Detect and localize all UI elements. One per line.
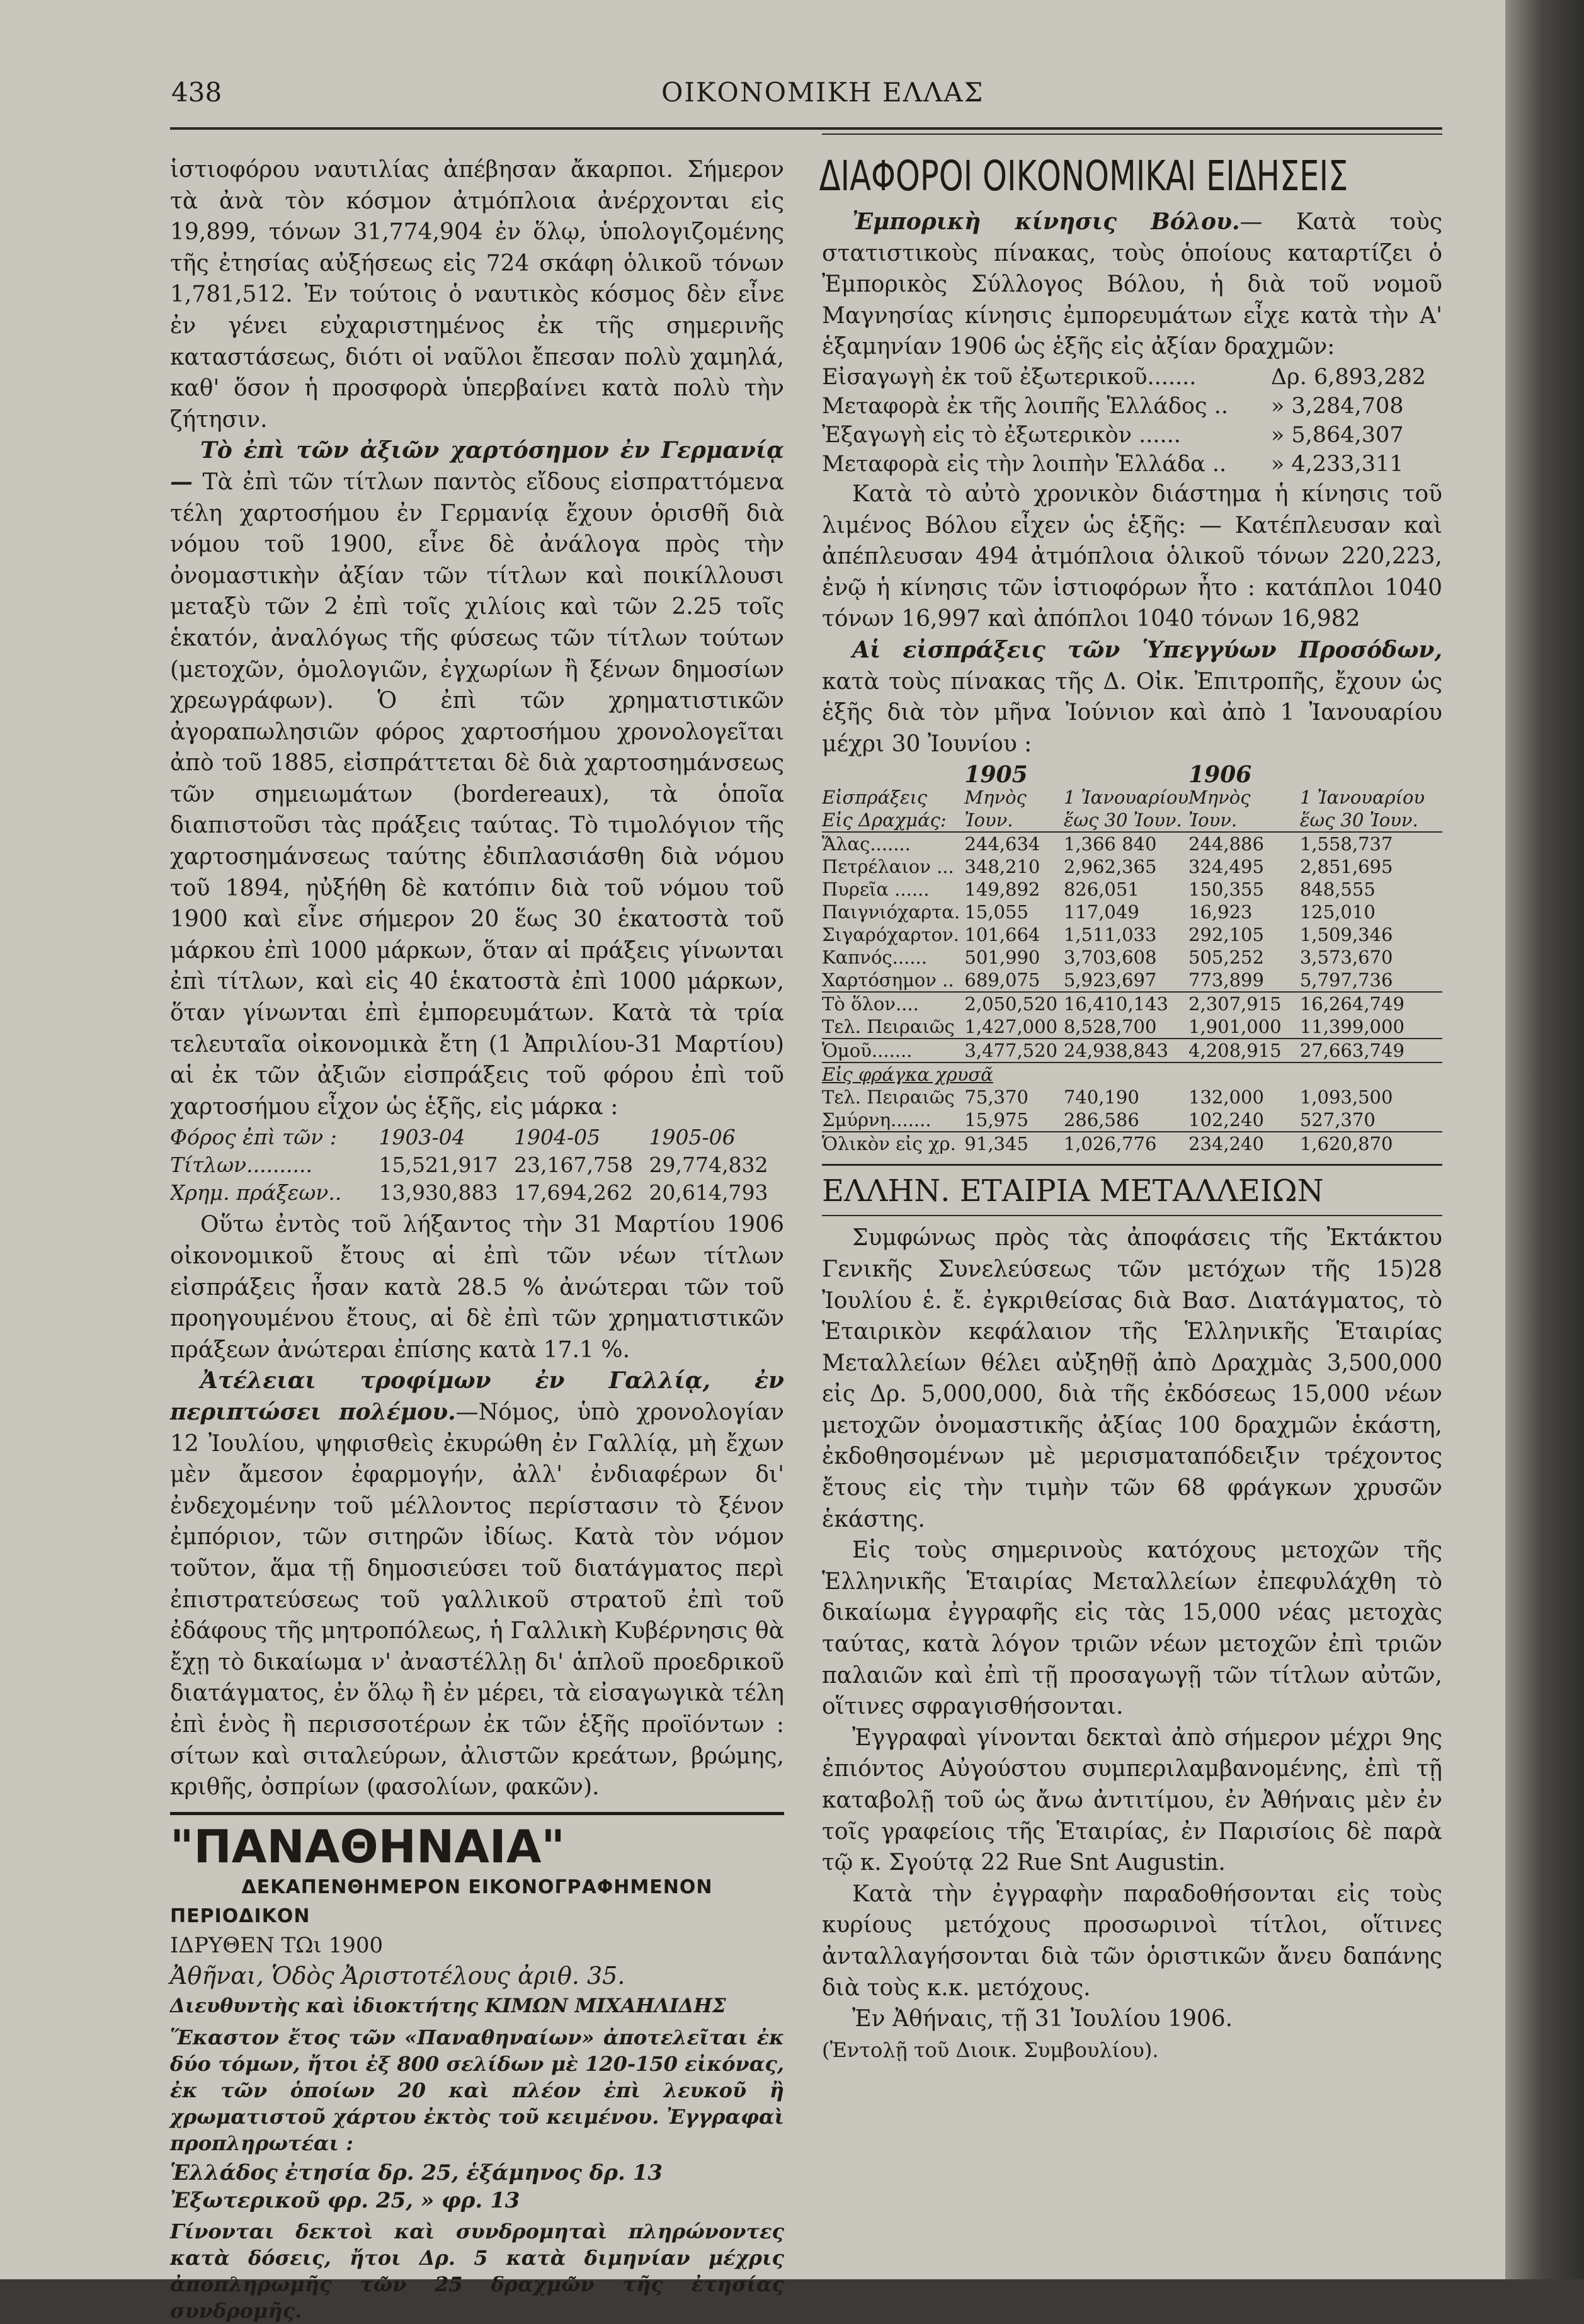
table-cell: 149,892 — [964, 879, 1040, 901]
table-cell: » 4,233,311 — [1270, 451, 1404, 477]
table-cell: Δρ. 6,893,282 — [1270, 364, 1427, 390]
table-row — [170, 1151, 784, 1179]
table-cell: 11,399,000 — [1299, 1016, 1405, 1038]
table-cell: 23,167,758 — [514, 1153, 633, 1178]
table-cell: 1,901,000 — [1188, 1016, 1282, 1038]
table-cell: 3,477,520 — [964, 1040, 1058, 1062]
table-row — [822, 450, 1442, 479]
paragraph-france-war — [170, 1365, 784, 1803]
table-header: Εἰς Δραχμάς: — [822, 809, 964, 832]
table-cell: Τίτλων.......... — [170, 1153, 312, 1178]
ad-price-greece: Ἑλλάδος ἐτησία δρ. 25, ἑξάμηνος δρ. 13 — [170, 2160, 663, 2185]
table-cell: 773,899 — [1188, 969, 1264, 991]
table-cell: 27,663,749 — [1299, 1040, 1405, 1062]
stamp-tax-table — [170, 1124, 784, 1207]
text-volos-trade: — Κατὰ τοὺς στατιστικοὺς πίνακας, τοὺς ὁποίους καταρτίζει ὁ Ἐμπορικὸς Σύλλογος Βόλου, ἡ διὰ τοῦ νομοῦ Μαγνησίας κίνησις ἐμπορευμάτων εἶχε κατὰ τὴν Α' ἑξαμηνίαν 1906 ὡς ἑξῆς εἰς ἀξίαν δραχμῶν: — [822, 209, 1442, 360]
table-cell: Ὁμοῦ....... — [822, 1040, 913, 1062]
paragraph-mining-3: Ἐγγραφαὶ γίνονται δεκταὶ ἀπὸ σήμερον μέχρι 9ης ἐπιόντος Αὐγούστου συμπεριλαμβανομένης, ἐπὶ τῇ καταβολῇ τοῦ ὡς ἄνω ἀντιτίμου, ἐν Ἀθήναις μὲν ἐν τοῖς γραφείοις τῆς Ἑταιρίας, ἐν Παρισίοις δὲ παρὰ τῷ κ. Σγούτᾳ 22 Rue Snt Augustin. — [822, 1724, 1442, 1876]
table-cell: 527,370 — [1299, 1109, 1376, 1131]
table-header: Εἰσπράξεις — [822, 787, 928, 809]
section-title-economic-news: ΔΙΑΦΟΡΟΙ ΟΙΚΟΝΟΜΙΚΑΙ ΕΙΔΗΣΕΙΣ — [819, 152, 1348, 200]
panathinaia-ad — [170, 1820, 784, 2324]
table-cell: 244,634 — [964, 833, 1040, 855]
table-cell: Σμύρνη....... — [822, 1109, 932, 1131]
table-header: 1904-05 — [514, 1125, 601, 1150]
table-cell: 505,252 — [1188, 947, 1264, 969]
table-cell: 1,427,000 — [964, 1016, 1058, 1038]
table-row — [822, 1015, 1442, 1039]
table-header: Μηνὸς — [964, 787, 1027, 809]
table-header: 1 Ἰανουαρίου — [1299, 787, 1425, 809]
running-title: ΟΙΚΟΝΟΜΙΚΗ ΕΛΛΑΣ — [661, 77, 984, 108]
table-cell: Τελ. Πειραιῶς — [822, 1086, 955, 1108]
table-header: 1903-04 — [379, 1125, 465, 1150]
table-row — [822, 923, 1442, 946]
ad-address: Ἀθῆναι, Ὁδὸς Ἀριστοτέλους ἀριθ. 35. — [170, 1961, 625, 1990]
left-column — [170, 154, 784, 2324]
header-rule — [170, 127, 1442, 130]
paragraph-mining-2: Εἰς τοὺς σημερινοὺς κατόχους μετοχῶν τῆς Ἑλληνικῆς Ἑταιρίας Μεταλλείων ἐπεφυλάχθη τὸ δικαίωμα ἐγγραφῆς εἰς τὰς 15,000 νέας μετοχὰς ταύτας, κατὰ λόγον τριῶν νέων μετοχῶν ἐπὶ τριῶν παλαιῶν καὶ ἐπὶ τῇ προσαγωγῇ τῶν τίτλων αὐτῶν, οἵτινες σφραγισθήσονται. — [822, 1537, 1442, 1720]
table-cell: Ἅλας....... — [822, 833, 911, 855]
table-cell: 8,528,700 — [1063, 1016, 1157, 1038]
table-cell: 150,355 — [1188, 879, 1264, 901]
text-france-war: —Νόμος, ὑπὸ χρονολογίαν 12 Ἰουλίου, ψηφισθεὶς ἐκυρώθη ἐν Γαλλίᾳ, μὴ ἔχων μὲν ἄμεσον ἐφαρμογήν, ἀλλ' ἐνδιαφέρων δι' ἐνδεχομένην τοῦ μέλλοντος περίστασιν τὸ ξένον ἐμπόριον, τῶν σιτηρῶν ἰδίως. Κατὰ τὸν νόμον τοῦτον, ἅμα τῇ δημοσιεύσει τοῦ διατάγματος περὶ ἐπιστρατεύσεως τοῦ γαλλικοῦ στρατοῦ ἐπὶ τοῦ ἐδάφους τῆς μητροπόλεως, ἡ Γαλλικὴ Κυβέρνησις θὰ ἔχῃ τὸ δικαίωμα ν' ἀναστέλλῃ δι' ἁπλοῦ προεδρικοῦ διατάγματος, ἐν ὅλῳ ἢ ἐν μέρει, τὰ εἰσαγωγικὰ τέλη ἐπὶ ἑνὸς ἢ περισσοτέρων ἐκ τῶν ἑξῆς προϊόντων : σίτων καὶ σιταλεύρων, ἀλιστῶν κρεάτων, βρώμης, κριθῆς, ὀσπρίων (φασολίων, φακῶν). — [170, 1399, 785, 1801]
table-header: Ἰουν. — [1188, 809, 1300, 832]
ad-director: Διευθυντὴς καὶ ἰδιοκτήτης ΚΙΜΩΝ ΜΙΧΑΗΛΙΔΗΣ — [170, 1994, 726, 2017]
table-cell: 501,990 — [964, 947, 1040, 969]
table-cell: 2,307,915 — [1188, 993, 1282, 1015]
table-header: 1 Ἰανουαρίου — [1063, 787, 1189, 809]
signature-authority: (Ἐντολῇ τοῦ Διοικ. Συμβουλίου). — [822, 2037, 1159, 2062]
table-header: ἕως 30 Ἰουν. — [1300, 809, 1442, 832]
table-cell: Τὸ ὅλον.... — [822, 993, 919, 1015]
paragraph-revenues — [822, 635, 1442, 760]
ad-title: "ΠΑΝΑΘΗΝΑΙΑ" — [170, 1820, 565, 1873]
table-cell: Ὁλικὸν εἰς χρ. — [822, 1133, 956, 1155]
table-row — [822, 855, 1442, 878]
table-cell: 24,938,843 — [1063, 1040, 1168, 1062]
table-row — [170, 1179, 784, 1207]
table-cell: 234,240 — [1188, 1133, 1264, 1155]
table-row-sum — [822, 1039, 1442, 1062]
table-cell: 292,105 — [1188, 924, 1264, 946]
text-germany-stamp: Τὰ ἐπὶ τῶν τίτλων παντὸς εἴδους εἰσπραττόμενα τέλη χαρτοσήμου ἐν Γερμανίᾳ ἔχουν ὁρισθῆ διὰ νόμου τοῦ 1900, εἶνε δὲ ἀνάλογα πρὸς τὴν ὀνομαστικὴν ἀξίαν τῶν τίτλων καὶ ποικίλλουσι μεταξὺ τῶν 2 ἐπὶ τοῖς χιλίοις καὶ τῶν 2.25 τοῖς ἑκατόν, ἀναλόγως τῆς φύσεως τῶν τίτλων τούτων (μετοχῶν, ὁμολογιῶν, ἐγχωρίων ἢ ξένων δημοσίων χρεωγράφων). Ὁ ἐπὶ τῶν χρηματιστικῶν ἀγοραπωλησιῶν φόρος χαρτοσήμου χρονολογεῖται ἀπὸ τοῦ 1885, εἰσπράττεται δὲ διὰ χαρτοσημάνσεως τῶν σημειωμάτων (bordereaux), τὰ ὁποῖα διαπιστοῦσι τὰς πράξεις ταύτας. Τὸ τιμολόγιον τῆς χαρτοσημάνσεως ταύτης ἐδιπλασιάσθη διὰ νόμου τοῦ 1894, ηὐξήθη δὲ κατόπιν διὰ τοῦ νόμου τοῦ 1900 καὶ εἶνε σήμερον 20 ἕως 30 ἑκατοστὰ τοῦ μάρκου ἐπὶ 1000 μάρκων, ὅταν αἱ πράξεις γίνωνται ἐπὶ τίτλων, καὶ εἰς 40 ἑκατοστὰ ἐπὶ 1000 μάρκων, ὅταν γίνωνται ἐπὶ ἐμπορευμάτων. Κατὰ τὰ τρία τελευταῖα οἰκονομικὰ ἔτη (1 Ἀπριλίου-31 Μαρτίου) αἱ ἐκ τῶν ἀξιῶν εἰσπράξεις τοῦ φόρου ἐπὶ τοῦ χαρτοσήμου εἶχον ὡς ἑξῆς, εἰς μάρκα : — [170, 469, 784, 1120]
table-cell: 102,240 — [1188, 1109, 1264, 1131]
table-cell: 91,345 — [964, 1133, 1028, 1155]
table-row-total — [822, 992, 1442, 1015]
table-cell: 5,923,697 — [1063, 969, 1157, 991]
table-cell: Καπνός...... — [822, 947, 927, 969]
table-cell: 16,410,143 — [1063, 993, 1168, 1015]
lead-revenues: Αἱ εἰσπράξεις τῶν Ὑπεγγύων Προσόδων, — [852, 636, 1442, 663]
ad-subtitle: ΔΕΚΑΠΕΝΘΗΜΕΡΟΝ ΕΙΚΟΝΟΓΡΑΦΗΜΕΝΟΝ ΠΕΡΙΟΔΙΚΟΝ — [170, 1876, 713, 1927]
section-divider — [822, 1164, 1442, 1166]
table-cell: Χρημ. πράξεων.. — [170, 1180, 342, 1205]
table-cell: Εἰσαγωγὴ ἐκ τοῦ ἐξωτερικοῦ....... — [822, 364, 1197, 390]
ad-price-abroad: Ἐξωτερικοῦ φρ. 25, » φρ. 13 — [170, 2187, 520, 2213]
revenues-table — [822, 763, 1442, 1155]
table-cell: Σιγαρόχαρτον. — [822, 924, 959, 946]
table-cell: 3,573,670 — [1299, 947, 1393, 969]
table-row — [822, 392, 1442, 421]
paragraph-volos-port: Κατὰ τὸ αὐτὸ χρονικὸν διάστημα ἡ κίνησις τοῦ λιμένος Βόλου εἶχεν ὡς ἑξῆς: — Κατέπλευσαν καὶ ἀπέπλευσαν 494 ἀτμόπλοια ὁλικοῦ τόνων 220,223, ἐνῷ ἡ κίνησις τῶν ἱστιοφόρων ἦτο : κατάπλοι 1040 τόνων 16,997 καὶ ἀπόπλοι 1040 τόνων 16,982 — [822, 481, 1442, 632]
year-1906: 1906 — [1188, 763, 1252, 787]
ad-footer: Γίνονται δεκτοὶ καὶ συνδρομηταὶ πληρώνοντες κατὰ δόσεις, ἤτοι Δρ. 5 κατὰ διμηνίαν μέχρις ἀποπληρωμῆς τῶν 25 δραχμῶν τῆς ἐτησίας συνδρομῆς. — [170, 2219, 784, 2323]
table-cell: 1,509,346 — [1299, 924, 1393, 946]
text-revenues: κατὰ τοὺς πίνακας τῆς Δ. Οἰκ. Ἐπιτροπῆς, ἔχουν ὡς ἑξῆς διὰ τὸν μῆνα Ἰούνιον καὶ ἀπὸ 1 Ἰανουαρίου μέχρι 30 Ἰουνίου : — [822, 668, 1442, 757]
table-cell: Μεταφορὰ εἰς τὴν λοιπὴν Ἑλλάδα .. — [822, 451, 1227, 477]
table-cell: 848,555 — [1299, 879, 1376, 901]
page-number: 438 — [171, 77, 222, 108]
table-cell: 15,975 — [964, 1109, 1028, 1131]
table-row-total — [822, 1132, 1442, 1155]
lead-france-war: Ἀτέλειαι τροφίμων ἐν Γαλλίᾳ, ἐν περιπτώσει πολέμου. — [170, 1367, 784, 1425]
table-cell: 1,093,500 — [1299, 1086, 1393, 1108]
table-cell: 1,366 840 — [1063, 833, 1157, 855]
table-cell: » 5,864,307 — [1270, 422, 1404, 448]
page-edge-shadow — [1505, 0, 1584, 2279]
table-cell: 1,558,737 — [1299, 833, 1393, 855]
volos-trade-table — [822, 363, 1442, 479]
table-row — [822, 832, 1442, 855]
paragraph-mining-4: Κατὰ τὴν ἐγγραφὴν παραδοθήσονται εἰς τοὺς κυρίους μετόχους προσωρινοὶ τίτλοι, οἵτινες ἀνταλλαγήσονται διὰ τῶν ὁριστικῶν ἄνευ δαπάνης διὰ τοὺς κ.κ. μετόχους. — [822, 1881, 1442, 2001]
table-cell: Χαρτόσημον .. — [822, 969, 954, 991]
table-cell: 2,962,365 — [1063, 856, 1157, 878]
table-cell: 244,886 — [1188, 833, 1264, 855]
table-header: Μηνὸς — [1188, 787, 1251, 809]
table-cell: Πετρέλαιον ... — [822, 856, 954, 878]
paragraph-germany-stamp — [170, 435, 784, 1122]
table-cell: Ἐξαγωγὴ εἰς τὸ ἐξωτερικὸν ...... — [822, 422, 1181, 448]
table-row — [822, 363, 1442, 392]
table-row — [822, 1108, 1442, 1132]
section-divider — [822, 1215, 1442, 1216]
table-cell: Τελ. Πειραιῶς — [822, 1016, 955, 1038]
paragraph-shipping: ἱστιοφόρου ναυτιλίας ἀπέβησαν ἄκαρποι. Σήμερον τὰ ἀνὰ τὸν κόσμον ἀτμόπλοια ἀνέρχονται εἰς 19,899, τόνων 31,774,904 ἐν ὅλῳ, ὑπολογιζομένης τῆς ἐτησίας αὐξήσεως εἰς 724 σκάφη ὁλικοῦ τόνων 1,781,512. Ἐν τούτοις ὁ ναυτικὸς κόσμος δὲν εἶνε ἐν γένει εὐχαριστημένος ἐκ τῆς σημερινῆς καταστάσεως, διότι οἱ ναῦλοι ἔπεσαν πολὺ χαμηλά, καθ' ὅσον ἡ προσφορὰ ὑπερβαίνει κατὰ πολὺ τὴν ζήτησιν. — [170, 157, 784, 433]
paragraph-volos-trade — [822, 207, 1442, 363]
table-row — [822, 946, 1442, 969]
table-cell: 740,190 — [1063, 1086, 1139, 1108]
table-cell: 5,797,736 — [1299, 969, 1393, 991]
table-cell: 20,614,793 — [649, 1180, 768, 1205]
year-1905: 1905 — [964, 763, 1028, 787]
table-cell: 17,694,262 — [514, 1180, 633, 1205]
table-cell: 1,026,776 — [1063, 1133, 1157, 1155]
table-header: ἕως 30 Ἰουν. — [1064, 809, 1188, 832]
paragraph-mining-1: Συμφώνως πρὸς τὰς ἀποφάσεις τῆς Ἐκτάκτου Γενικῆς Συνελεύσεως τῶν μετόχων τῆς 15)28 Ἰουλίου ἑ. ἔ. ἐγκριθείσας διὰ Βασ. Διατάγματος, τὸ Ἑταιρικὸν κεφάλαιον τῆς Ἑλληνικῆς Ἑταιρίας Μεταλλείων θέλει αὐξηθῇ ἀπὸ Δραχμὰς 3,500,000 εἰς Δρ. 5,000,000, διὰ τῆς ἐκδόσεως 15,000 νέων μετοχῶν ὀνομαστικῆς ἀξίας 100 δραχμῶν ἑκάστη, ἐκδοθησομένων μὲ μερισματαπόδειξιν τρέχοντος ἔτους εἰς τὴν τιμὴν τῶν 68 φράγκων χρυσῶν ἑκάστης. — [822, 1225, 1442, 1532]
table-cell: 13,930,883 — [379, 1180, 498, 1205]
table-row — [822, 421, 1442, 450]
ad-founded: ΙΔΡΥΘΕΝ ΤΩι 1900 — [170, 1932, 384, 1958]
table-header: Ἰουν. — [964, 809, 1063, 832]
lead-germany-stamp: Τὸ ἐπὶ τῶν ἀξιῶν χαρτόσημον ἐν Γερμανίᾳ — — [170, 437, 784, 495]
signature-date: Ἐν Ἀθήναις, τῇ 31 Ἰουλίου 1906. — [852, 2006, 1233, 2032]
table-cell: 29,774,832 — [649, 1153, 768, 1178]
table-cell: Μεταφορὰ ἐκ τῆς λοιπῆς Ἑλλάδος .. — [822, 393, 1228, 419]
table-cell: 16,923 — [1188, 901, 1253, 923]
table-header: Φόρος ἐπὶ τῶν : — [170, 1125, 337, 1150]
header-rule-right — [822, 134, 1442, 135]
table-cell: 689,075 — [964, 969, 1040, 991]
table-cell: 1,620,870 — [1299, 1133, 1393, 1155]
table-cell: Παιγνιόχαρτα. — [822, 901, 960, 923]
table-cell: 15,521,917 — [379, 1153, 498, 1178]
right-column — [819, 146, 1442, 2066]
table-cell: 117,049 — [1063, 901, 1139, 923]
table-row — [822, 969, 1442, 992]
table-cell: 1,511,033 — [1063, 924, 1157, 946]
table-cell: 75,370 — [964, 1086, 1028, 1108]
table-cell: 2,851,695 — [1299, 856, 1393, 878]
table-cell: 16,264,749 — [1299, 993, 1405, 1015]
table-cell: 348,210 — [964, 856, 1040, 878]
table-cell: 15,055 — [964, 901, 1028, 923]
table-cell: 2,050,520 — [964, 993, 1058, 1015]
table-cell: 826,051 — [1063, 879, 1139, 901]
table-cell: 125,010 — [1299, 901, 1376, 923]
table-row — [822, 901, 1442, 923]
table-header: 1905-06 — [649, 1125, 736, 1150]
table-cell: 101,664 — [964, 924, 1040, 946]
paragraph-increase: Οὕτω ἐντὸς τοῦ λήξαντος τὴν 31 Μαρτίου 1906 οἰκονομικοῦ ἔτους αἱ ἐπὶ τῶν νέων τίτλων εἰσπράξεις ἦσαν κατὰ 28.5 % ἀνώτεραι τῶν τοῦ προηγουμένου ἔτους, αἱ δὲ ἐπὶ τῶν χρηματιστικῶν πράξεων ἀνώτεραι ἐπίσης κατὰ 17.1 %. — [170, 1212, 784, 1363]
section-title-mining-company: ΕΛΛΗΝ. ΕΤΑΙΡΙΑ ΜΕΤΑΛΛΕΙΩΝ — [822, 1173, 1324, 1209]
table-cell: 3,703,608 — [1063, 947, 1157, 969]
table-cell: » 3,284,708 — [1270, 393, 1404, 419]
table-cell: Πυρεῖα ...... — [822, 879, 930, 901]
ad-body: Ἕκαστον ἔτος τῶν «Παναθηναίων» ἀποτελεῖται ἐκ δύο τόμων, ἤτοι ἐξ 800 σελίδων μὲ 120-150 εἰκόνας, ἐκ τῶν ὁποίων 20 καὶ πλέον ἐπὶ λευκοῦ ἢ χρωματιστοῦ χάρτου ἐκτὸς τοῦ κειμένου. Ἐγγραφαὶ προπληρωτέαι : — [170, 2025, 784, 2155]
gold-francs-subheading: Εἰς φράγκα χρυσᾶ — [822, 1064, 993, 1086]
lead-volos-trade: Ἐμπορικὴ κίνησις Βόλου. — [852, 208, 1240, 235]
table-cell: 324,495 — [1188, 856, 1264, 878]
table-row — [822, 878, 1442, 901]
table-cell: 286,586 — [1063, 1109, 1139, 1131]
table-row — [822, 1086, 1442, 1108]
ad-divider — [170, 1812, 784, 1815]
table-cell: 132,000 — [1188, 1086, 1264, 1108]
table-cell: 4,208,915 — [1188, 1040, 1282, 1062]
